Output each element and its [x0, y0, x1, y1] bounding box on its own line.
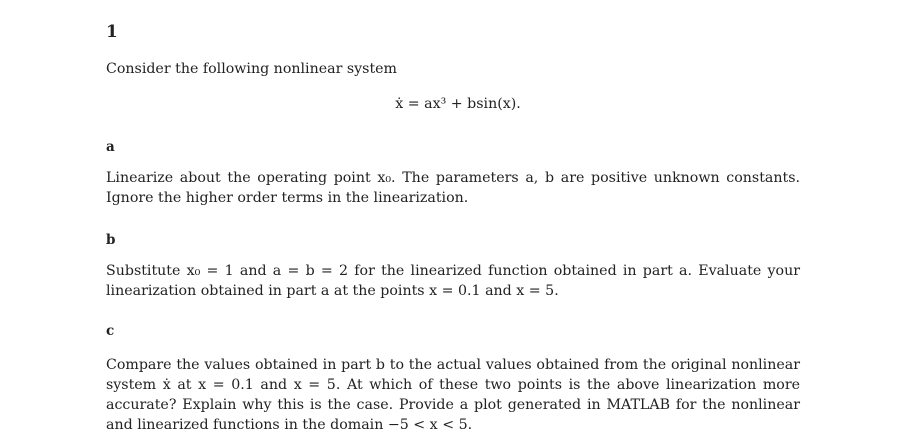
part-c-text: Compare the values obtained in part b to the actual values obtained from the original nonlinear system ẋ at x = 0.1 and x = 5. At which of these two points is the above linearization more accurate? Explain why this is the case. Provide a plot generated in MATLAB for the nonlinear and linearized functions in the domain −5 < x < 5. [106, 357, 800, 433]
part-b-text: Substitute x₀ = 1 and a = b = 2 for the linearized function obtained in part a. Evaluate your linearization obtained in part a at the points x = 0.1 and x = 5. [106, 263, 800, 299]
part-a-text: Linearize about the operating point x₀. The parameters a, b are positive unknown constants. Ignore the higher order terms in the linearization. [106, 170, 800, 206]
system-equation: ẋ = ax³ + bsin(x). [395, 96, 521, 112]
problem-intro: Consider the following nonlinear system [106, 61, 397, 77]
problem-number: 1 [106, 22, 118, 42]
part-b-label: b [106, 232, 116, 248]
part-a-label: a [106, 139, 115, 155]
part-c-label: c [106, 323, 115, 339]
